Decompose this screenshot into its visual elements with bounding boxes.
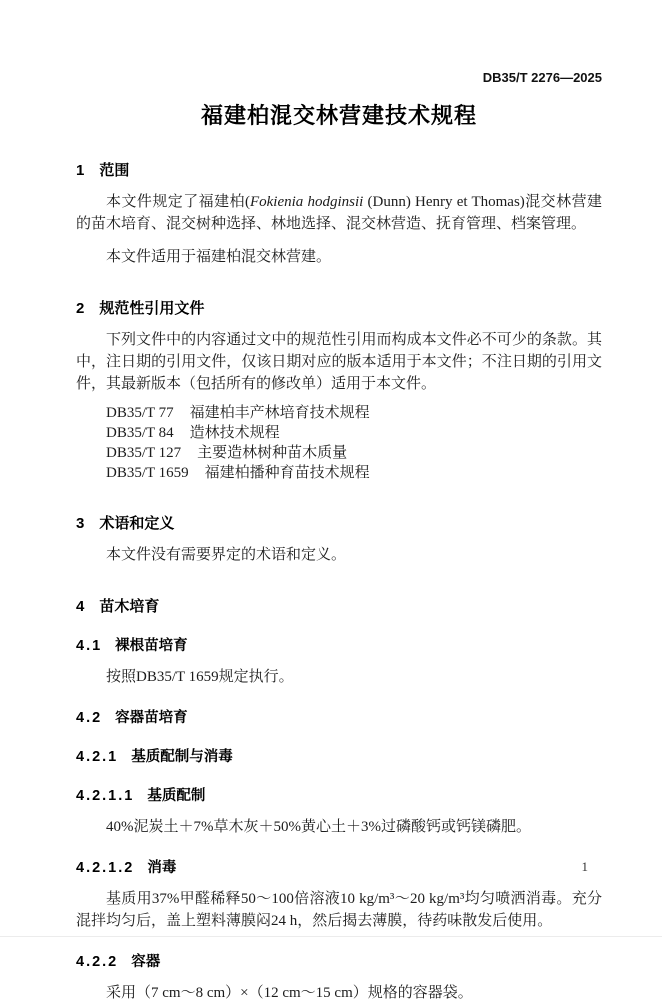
section-4-1-number: 4.1 xyxy=(76,638,103,654)
section-2-title: 规范性引用文件 xyxy=(99,300,205,317)
section-4-2-title: 容器苗培育 xyxy=(115,710,188,726)
reference-item xyxy=(76,463,602,483)
section-4-2-2-title: 容器 xyxy=(131,954,161,970)
page-number: 1 xyxy=(581,859,588,874)
doc-title: 福建柏混交林营建技术规程 xyxy=(200,103,477,128)
substrate-mix-paragraph: 40%泥炭土＋7%草木灰＋50%黄心土＋3%过磷酸钙或钙镁磷肥。 xyxy=(106,819,531,835)
section-4-2-2-number: 4.2.2 xyxy=(76,954,119,970)
reference-code: DB35/T 127 xyxy=(106,445,182,461)
reference-item xyxy=(76,443,602,463)
section-4-title: 苗木培育 xyxy=(99,598,160,615)
bare-root-seedling-paragraph: 按照DB35/T 1659规定执行。 xyxy=(106,669,294,685)
scope-text-post: (Dunn) Henry et Thomas)混交林营建的苗木培育、混交树种选择、林地选择、混交林营造、抚育管理、档案管理。 xyxy=(76,194,603,232)
section-1-title: 范围 xyxy=(99,162,130,179)
section-4-2-1-title: 基质配制与消毒 xyxy=(131,749,233,765)
section-1-heading xyxy=(76,161,602,180)
section-3-heading xyxy=(76,514,602,533)
section-4-2-1-1-number: 4.2.1.1 xyxy=(76,788,135,804)
reference-list xyxy=(76,403,602,483)
reference-title: 福建柏丰产林培育技术规程 xyxy=(189,405,370,421)
section-2-number: 2 xyxy=(76,300,87,317)
disinfection-paragraph: 基质用37%甲醛稀释50～100倍溶液10 kg/m³～20 kg/m³均匀喷洒消毒。充分混拌均匀后，盖上塑料薄膜闷24 h，然后揭去薄膜，待药味散发后使用。 xyxy=(76,891,602,929)
section-4-number: 4 xyxy=(76,598,87,615)
section-4-2-1-2-number: 4.2.1.2 xyxy=(76,860,135,876)
applicability-paragraph: 本文件适用于福建柏混交林营建。 xyxy=(106,249,332,265)
reference-title: 主要造林树种苗木质量 xyxy=(197,445,348,461)
section-4-2-1-1-title: 基质配制 xyxy=(147,788,206,804)
reference-title: 福建柏播种育苗技术规程 xyxy=(204,465,370,481)
section-4-2-1-1-heading xyxy=(76,787,602,805)
container-spec-paragraph: 采用（7 cm～8 cm）×（12 cm～15 cm）规格的容器袋。 xyxy=(106,985,473,1001)
section-4-2-1-2-heading xyxy=(76,859,602,877)
section-4-2-1-2-title: 消毒 xyxy=(147,860,177,876)
reference-code: DB35/T 1659 xyxy=(106,465,189,481)
terms-paragraph: 本文件没有需要界定的术语和定义。 xyxy=(106,547,347,563)
section-4-2-2-heading xyxy=(76,953,602,971)
reference-item xyxy=(76,403,602,423)
scope-paragraph xyxy=(76,191,602,235)
species-latin-name: Fokienia hodginsii xyxy=(249,194,364,210)
scope-text-pre: 本文件规定了福建柏( xyxy=(106,194,250,210)
section-4-1-title: 裸根苗培育 xyxy=(115,638,188,654)
section-2-heading xyxy=(76,299,602,318)
reference-code: DB35/T 77 xyxy=(106,405,174,421)
reference-code: DB35/T 84 xyxy=(106,425,174,441)
section-4-2-1-number: 4.2.1 xyxy=(76,749,119,765)
reference-item xyxy=(76,423,602,443)
section-4-1-heading xyxy=(76,637,602,655)
section-1-number: 1 xyxy=(76,162,87,179)
reference-title: 造林技术规程 xyxy=(189,425,280,441)
section-3-number: 3 xyxy=(76,515,87,532)
section-4-2-heading xyxy=(76,709,602,727)
section-4-2-1-heading xyxy=(76,748,602,766)
section-4-heading xyxy=(76,597,602,616)
section-4-2-number: 4.2 xyxy=(76,710,103,726)
section-3-title: 术语和定义 xyxy=(99,515,175,532)
doc-number: DB35/T 2276—2025 xyxy=(482,70,602,85)
normative-references-intro: 下列文件中的内容通过文中的规范性引用而构成本文件必不可少的条款。其中，注日期的引用文件，仅该日期对应的版本适用于本文件；不注日期的引用文件，其最新版本（包括所有的修改单）适用于本文件。 xyxy=(76,332,602,392)
